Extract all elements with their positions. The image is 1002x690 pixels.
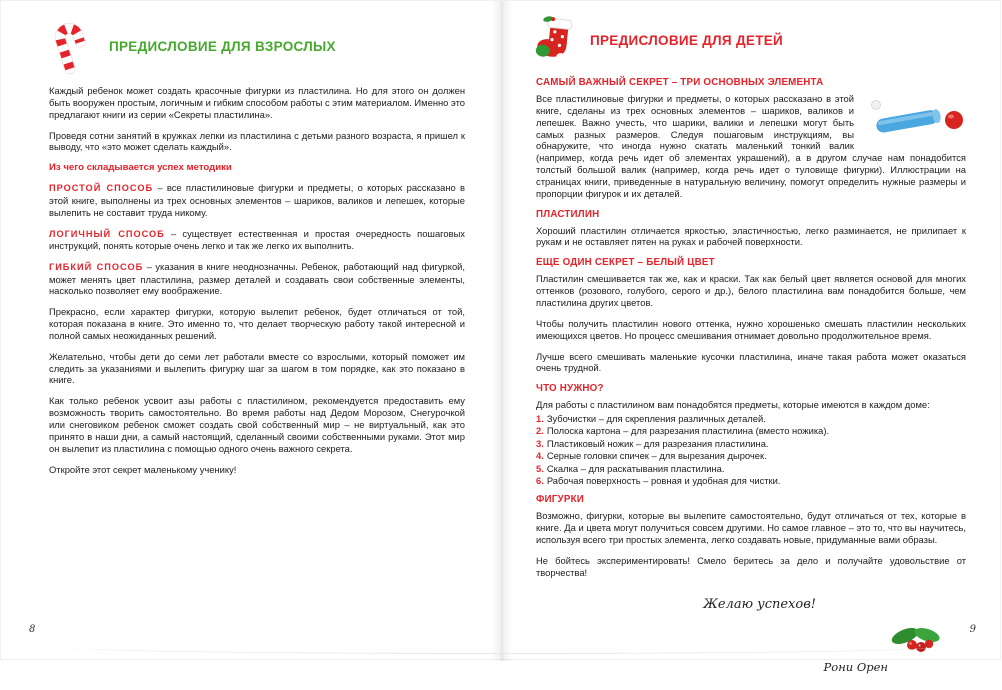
paragraph: Желательно, чтобы дети до семи лет работали вместе со взрослыми, который поможет им следить за указаниями и вылепить фигурку шаг за шагом в том порядке, как это показано в книге. <box>49 350 465 386</box>
page-right <box>502 1 1002 674</box>
paragraph: Проведя сотни занятий в кружках лепки из пластилина с детьми разного возраста, я пришел к выводу, что «это может сделать каждый». <box>49 129 465 153</box>
paragraph: Не бойтесь экспериментировать! Смело беритесь за дело и получайте удовольствие от творчества! <box>536 555 966 578</box>
list-text: Рабочая поверхность – ровная и удобная для чистки. <box>546 475 781 487</box>
list-item <box>536 438 966 450</box>
method-paragraph <box>49 261 465 297</box>
section-heading-white-color: ЕЩЕ ОДИН СЕКРЕТ – БЕЛЫЙ ЦВЕТ <box>536 257 715 269</box>
supplies-list <box>536 413 966 487</box>
list-text: Скалка – для раскатывания пластилина. <box>546 462 725 474</box>
list-item <box>536 413 966 425</box>
page-number-left: 8 <box>29 624 36 635</box>
list-item <box>536 450 966 462</box>
right-page-title: ПРЕДИСЛОВИЕ ДЛЯ ДЕТЕЙ <box>590 32 784 48</box>
method-text: – все пластилиновые фигурки и предметы, о которых рассказано в этой книге, выполнены из трех основных элементов – шариков, валиков и лепешек, которые вылепить не составит труда никому. <box>49 182 466 218</box>
signoff-text: Желаю успехов! <box>703 596 816 612</box>
list-item <box>536 425 966 437</box>
list-number: 1. <box>536 413 544 425</box>
method-term: ГИБКИЙ СПОСОБ <box>49 261 144 272</box>
list-item <box>536 475 966 487</box>
section-heading-plasticine: ПЛАСТИЛИН <box>536 208 600 220</box>
list-text: Полоска картона – для разрезания пластилина (вместо ножика). <box>546 425 830 437</box>
paragraph: Как только ребенок усвоит азы работы с пластилином, рекомендуется предоставить ему возможность творить самостоятельно. Во время работы над Дедом Морозом, Снегурочкой или снеговиком ребенок сможет создать свой собственный мир – не виртуальный, как это принято в наши дни, а самый настоящий, сделанный своими собственными руками. Этот мир он вылепит из пластилина с помощью одного очень важного секрета. <box>49 395 465 454</box>
method-text: – существует естественная и простая очередность пошаговых инструкций, понять которые очень легко и так же легко их выполнить. <box>49 227 465 252</box>
method-term: ПРОСТОЙ СПОСОБ <box>49 183 154 194</box>
methodology-heading: Из чего складывается успех методики <box>49 162 232 174</box>
author-signature: Рони Орен <box>823 659 888 674</box>
list-text: Зубочистки – для скрепления различных деталей. <box>546 413 766 425</box>
paragraph: Все пластилиновые фигурки и предметы, о которых рассказано в этой книге, сделаны из трех основных элементов – шариков, валиков и лепешек. Важно учесть, что шарики, валики и лепешки могут быть самых разных размеров. Следуя пошаговым инструкциям, вы обнаружите, что иногда нужно скатать маленький тонкий валик (например, когда речь идет об элементах украшений), а в другом случае нам понадобится толстый большой валик (например, когда речь идет о туловище фигурки). Иллюстрации на страницах книги, приведенные в натуральную величину, помогут определить нужные размеры и пропорции фигурок и их деталей. <box>536 93 966 199</box>
list-text: Пластиковый ножик – для разрезания пластилина. <box>546 437 769 449</box>
method-text: – указания в книге неоднозначны. Ребенок, работающий над фигуркой, может менять цвет пластилина, размер деталей и создавать свои собственные элементы, насколько позволяет ему воображение. <box>49 260 466 297</box>
paragraph: Чтобы получить пластилин нового оттенка, нужно хорошенько смешать пластилин нескольких имеющихся цветов. Но процесс смешивания отнимает довольно продолжительное время. <box>536 317 966 341</box>
method-paragraph <box>49 182 465 218</box>
left-page-header <box>49 19 465 73</box>
paragraph: Откройте этот секрет маленькому ученику! <box>49 463 237 475</box>
list-number: 2. <box>536 425 544 437</box>
paragraph: Каждый ребенок может создать красочные фигурки из пластилина. Но для этого он должен быть вооружен простым, логичным и гибким способом работы с этим материалом. Именно это предлагают книги из серии «Секреты пластилина». <box>49 85 465 120</box>
plasticine-roller-and-ball-illustration <box>864 97 966 139</box>
list-text: Серные головки спичек – для вырезания дырочек. <box>546 450 767 462</box>
list-number: 4. <box>536 450 544 462</box>
method-paragraph <box>49 228 465 252</box>
list-number: 6. <box>536 475 544 487</box>
left-page-title: ПРЕДИСЛОВИЕ ДЛЯ ВЗРОСЛЫХ <box>109 38 336 54</box>
page-number-right: 9 <box>969 624 976 635</box>
list-item <box>536 463 966 475</box>
paragraph: Пластилин смешивается так же, как и краски. Так как белый цвет является основой для многих оттенков (розового, голубого, серого и др.), белого пластилина вам понадобится больше, чем пластилина других цветов. <box>536 273 966 308</box>
list-intro: Для работы с пластилином вам понадобятся предметы, которые имеются в каждом доме: <box>536 399 930 411</box>
signature-area <box>536 612 966 690</box>
list-number: 3. <box>536 437 544 449</box>
section-heading-figures: ФИГУРКИ <box>536 494 585 506</box>
paragraph: Хороший пластилин отличается яркостью, эластичностью, легко разминается, не прилипает к рукам и не оставляет пятен на руках и рабочей поверхности. <box>536 224 966 248</box>
candy-cane-icon <box>49 19 95 73</box>
method-term: ЛОГИЧНЫЙ СПОСОБ <box>49 228 165 239</box>
section-heading-secret: САМЫЙ ВАЖНЫЙ СЕКРЕТ – ТРИ ОСНОВНЫХ ЭЛЕМЕНТА <box>536 77 824 88</box>
section-heading-what-needed: ЧТО НУЖНО? <box>536 383 604 395</box>
page-left <box>1 1 501 661</box>
right-page-header <box>536 15 966 65</box>
paragraph: Возможно, фигурки, которые вы вылепите самостоятельно, будут отличаться от тех, которые в книге. Да и цвета могут получиться совсем другими. Но самое главное – это то, что вы научитесь, используя всего три простых элемента, легко создавать новые, придуманные вами образы. <box>536 510 966 546</box>
paragraph: Прекрасно, если характер фигурки, которую вылепит ребенок, будет отличаться от той, которая показана в книге. Это именно то, что делает творческую работу такой интересной и полной самых неожиданных решений. <box>49 306 465 341</box>
list-number: 5. <box>536 462 544 474</box>
paragraph: Лучше всего смешивать маленькие кусочки пластилина, иначе такая работа может оказаться очень трудной. <box>536 350 966 374</box>
christmas-stocking-icon <box>536 15 576 65</box>
holly-icon <box>888 624 944 663</box>
